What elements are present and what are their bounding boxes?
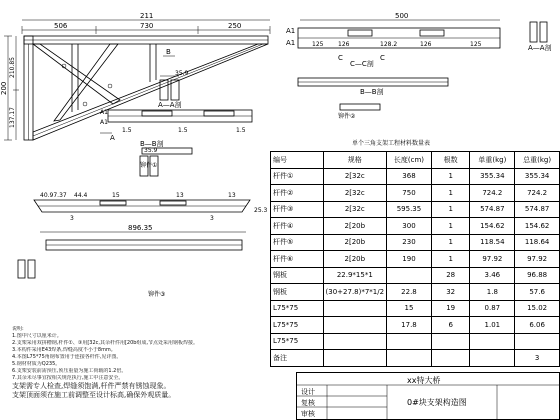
table-cell: 574.87 <box>470 201 515 218</box>
table-cell: 杆件⑥ <box>271 251 324 268</box>
beam-cc-total: 500 <box>395 12 409 20</box>
sec-aa-dim: 35.9 <box>175 70 189 77</box>
beam-cc-a1-bot: A1 <box>286 39 296 47</box>
table-cell: 2[20b <box>323 234 387 251</box>
table-cell <box>323 350 387 367</box>
table-cell: 97.92 <box>515 251 560 268</box>
table-cell: 368 <box>387 168 432 185</box>
beam3-dim-top-2: 15 <box>112 192 120 199</box>
table-row <box>271 218 560 235</box>
table-cell: 1 <box>431 168 470 185</box>
table-row <box>271 234 560 251</box>
table-cell: 杆件⑤ <box>271 234 324 251</box>
note-line: 支架顶面须在施工前调整至设计标高,确保外观质量。 <box>12 391 176 399</box>
beam-small-label: B—B剖 <box>360 88 384 96</box>
table-cell: 118.54 <box>470 234 515 251</box>
table-cell: 17.8 <box>387 317 432 334</box>
table-cell: L75*75 <box>271 333 324 350</box>
table-cell <box>470 350 515 367</box>
table-cell: 1 <box>431 234 470 251</box>
table-row <box>271 300 560 317</box>
beam3-label: 铆件③ <box>148 291 166 298</box>
beam-cc-right-label: A—A剖 <box>528 44 552 52</box>
table-row <box>271 284 560 301</box>
table-cell: 595.35 <box>387 201 432 218</box>
table-cell: 22.9*15*1 <box>323 267 387 284</box>
table-cell: 3.46 <box>470 267 515 284</box>
side-label-b: B <box>166 48 171 56</box>
table-cell <box>387 333 432 350</box>
table-cell <box>515 333 560 350</box>
table-cell <box>387 267 432 284</box>
beam-cc-c-right: C <box>380 54 385 62</box>
table-cell: 15 <box>387 300 432 317</box>
note-line: 7.其余未尽事宜按相关规范执行,施工中注意安全。 <box>12 375 124 381</box>
table-cell <box>323 300 387 317</box>
table-cell: 钢板 <box>271 284 324 301</box>
dim-left-3: 137.17 <box>9 107 16 128</box>
note-line: 说明: <box>12 326 24 332</box>
beam3-total: 896.35 <box>128 224 153 232</box>
table-cell: 724.2 <box>515 185 560 202</box>
table-cell: 1 <box>431 201 470 218</box>
table-cell: 574.87 <box>515 201 560 218</box>
table-cell <box>323 317 387 334</box>
table-cell: 杆件③ <box>271 201 324 218</box>
table-row <box>271 251 560 268</box>
section-a-a <box>158 70 189 109</box>
beam3-dim-top-0: 40.97.37 <box>40 192 67 199</box>
bb-small-dim-1: 1.5 <box>122 127 132 134</box>
note-line: 1.图中尺寸以厘米计。 <box>12 333 62 339</box>
table-header-row <box>271 152 560 169</box>
table-cell: 2[32c <box>323 185 387 202</box>
table-cell: 1.8 <box>470 284 515 301</box>
table-cell: 190 <box>387 251 432 268</box>
table-cell <box>431 350 470 367</box>
beam3-left-dim: 35.9 <box>144 147 158 154</box>
table-cell: 总重(kg) <box>515 152 560 169</box>
table-cell: 0.87 <box>470 300 515 317</box>
table-cell <box>431 333 470 350</box>
table-cell: L75*75 <box>271 317 324 334</box>
beam-cc-dim-5: 125 <box>470 41 482 48</box>
table-cell: 备注 <box>271 350 324 367</box>
dim-top-1: 506 <box>54 22 68 30</box>
sec-aa-label: A—A剖 <box>158 101 182 109</box>
tb-row-review: 审核 <box>301 410 315 418</box>
table-cell: 154.62 <box>470 218 515 235</box>
table-title: 单个三角支架工程材料数量表 <box>352 140 431 147</box>
table-cell: 2[20b <box>323 251 387 268</box>
table-cell: 57.6 <box>515 284 560 301</box>
table-cell: 355.34 <box>470 168 515 185</box>
beam-cc-section-label: C—C剖 <box>350 60 374 68</box>
beam-cc-c-left: C <box>338 54 343 62</box>
tb-row-design: 设计 <box>301 388 315 396</box>
table-cell: 6 <box>431 317 470 334</box>
beam-c-c <box>286 12 552 68</box>
dim-top-3: 250 <box>228 22 242 30</box>
table-row <box>271 168 560 185</box>
table-cell: 杆件① <box>271 168 324 185</box>
beam-cc-a1-top: A1 <box>286 27 296 35</box>
note-line: 4.本图L75*75角钢布置用于连接各杆件,见详图。 <box>12 354 122 360</box>
table-cell: 1 <box>431 185 470 202</box>
dim-total-top: 211 <box>140 12 154 20</box>
table-cell: 300 <box>387 218 432 235</box>
notes-block <box>12 326 274 400</box>
bb-small-dim-2: 1.5 <box>178 127 188 134</box>
drawing-name: 0#块支架构造图 <box>407 398 467 407</box>
table-cell: 6.06 <box>515 317 560 334</box>
bb-small-a1-top: A1 <box>100 109 108 116</box>
table-cell: 724.2 <box>470 185 515 202</box>
table-cell: 97.92 <box>470 251 515 268</box>
table-cell: 1 <box>431 251 470 268</box>
bb-small-a1-bot: A1 <box>100 119 108 126</box>
beam3-dim-top-3: 13 <box>176 192 184 199</box>
table-cell: 1.01 <box>470 317 515 334</box>
member-1-detail <box>100 109 252 169</box>
bb-small-label: B—B剖 <box>140 140 164 148</box>
table-cell <box>323 333 387 350</box>
table-cell <box>470 333 515 350</box>
note-line: 2.支架采用双拼槽钢,杆件①、③用[32c,其余杆件用[20b组成,节点处采用钢板焊接。 <box>12 340 199 346</box>
table-cell: 118.64 <box>515 234 560 251</box>
table-row <box>271 317 560 334</box>
table-cell: 22.8 <box>387 284 432 301</box>
table-cell: 19 <box>431 300 470 317</box>
tb-row-check: 复核 <box>301 399 315 407</box>
table-cell: 单重(kg) <box>470 152 515 169</box>
table-cell: 154.62 <box>515 218 560 235</box>
beam3-dim-top-4: 13 <box>228 192 236 199</box>
table-cell: 规格 <box>323 152 387 169</box>
side-label-a: A <box>110 134 115 142</box>
beam3-dim-top-1: 44.4 <box>74 192 88 199</box>
dim-left-2: 210.85 <box>9 57 16 78</box>
table-cell: (30+27.8)*7*1/2 <box>323 284 387 301</box>
table-cell: 230 <box>387 234 432 251</box>
dim-top-2: 730 <box>140 22 154 30</box>
detail1-label: 铆件① <box>140 162 158 169</box>
table-row <box>271 201 560 218</box>
table-cell: 根数 <box>431 152 470 169</box>
table-cell: 2[32c <box>323 168 387 185</box>
table-cell: 15.02 <box>515 300 560 317</box>
beam-cc-dim-1: 125 <box>312 41 324 48</box>
table-cell: 长度(cm) <box>387 152 432 169</box>
member-3-detail <box>18 147 268 298</box>
table-cell: 96.88 <box>515 267 560 284</box>
table-cell: 2[20b <box>323 218 387 235</box>
title-block <box>296 372 560 420</box>
table-row <box>271 267 560 284</box>
table-cell: 2[32c <box>323 201 387 218</box>
table-cell: 编号 <box>271 152 324 169</box>
table-cell: 杆件④ <box>271 218 324 235</box>
table-cell: 32 <box>431 284 470 301</box>
bracket-side-view <box>0 12 270 142</box>
detail2-label: 铆件② <box>338 113 356 120</box>
table-row <box>271 350 560 367</box>
note-line: 支架需专人检查,焊缝须饱满,杆件严禁有锈蚀现象。 <box>12 382 171 390</box>
table-cell: 28 <box>431 267 470 284</box>
table-cell: L75*75 <box>271 300 324 317</box>
table-cell <box>387 350 432 367</box>
project-name: xx特大桥 <box>407 376 441 385</box>
note-line: 3.本构件采用E43焊条,焊缝高度不小于8mm。 <box>12 347 116 353</box>
table-cell: 3 <box>515 350 560 367</box>
table-cell: 355.34 <box>515 168 560 185</box>
materials-table <box>270 151 560 367</box>
dim-left-1: 200 <box>0 81 8 95</box>
beam-cc-dim-2: 126 <box>338 41 350 48</box>
note-line: 5.钢材材质为Q235。 <box>12 361 61 367</box>
table-cell: 钢板 <box>271 267 324 284</box>
beam-cc-dim-3: 128.2 <box>380 41 398 48</box>
beam-small <box>298 78 448 120</box>
table-cell: 1 <box>431 218 470 235</box>
beam3-dim-bot-1: 3 <box>210 215 214 222</box>
beam3-side-dim: 25.3 <box>254 207 268 214</box>
table-cell: 750 <box>387 185 432 202</box>
note-line: 6.支架安装前需预压,预压重量为施工荷载的1.2倍。 <box>12 368 127 374</box>
table-cell: 杆件② <box>271 185 324 202</box>
table-row <box>271 185 560 202</box>
bb-small-dim-3: 1.5 <box>236 127 246 134</box>
table-row <box>271 333 560 350</box>
beam-cc-dim-4: 126 <box>420 41 432 48</box>
beam3-dim-bot-0: 3 <box>70 215 74 222</box>
